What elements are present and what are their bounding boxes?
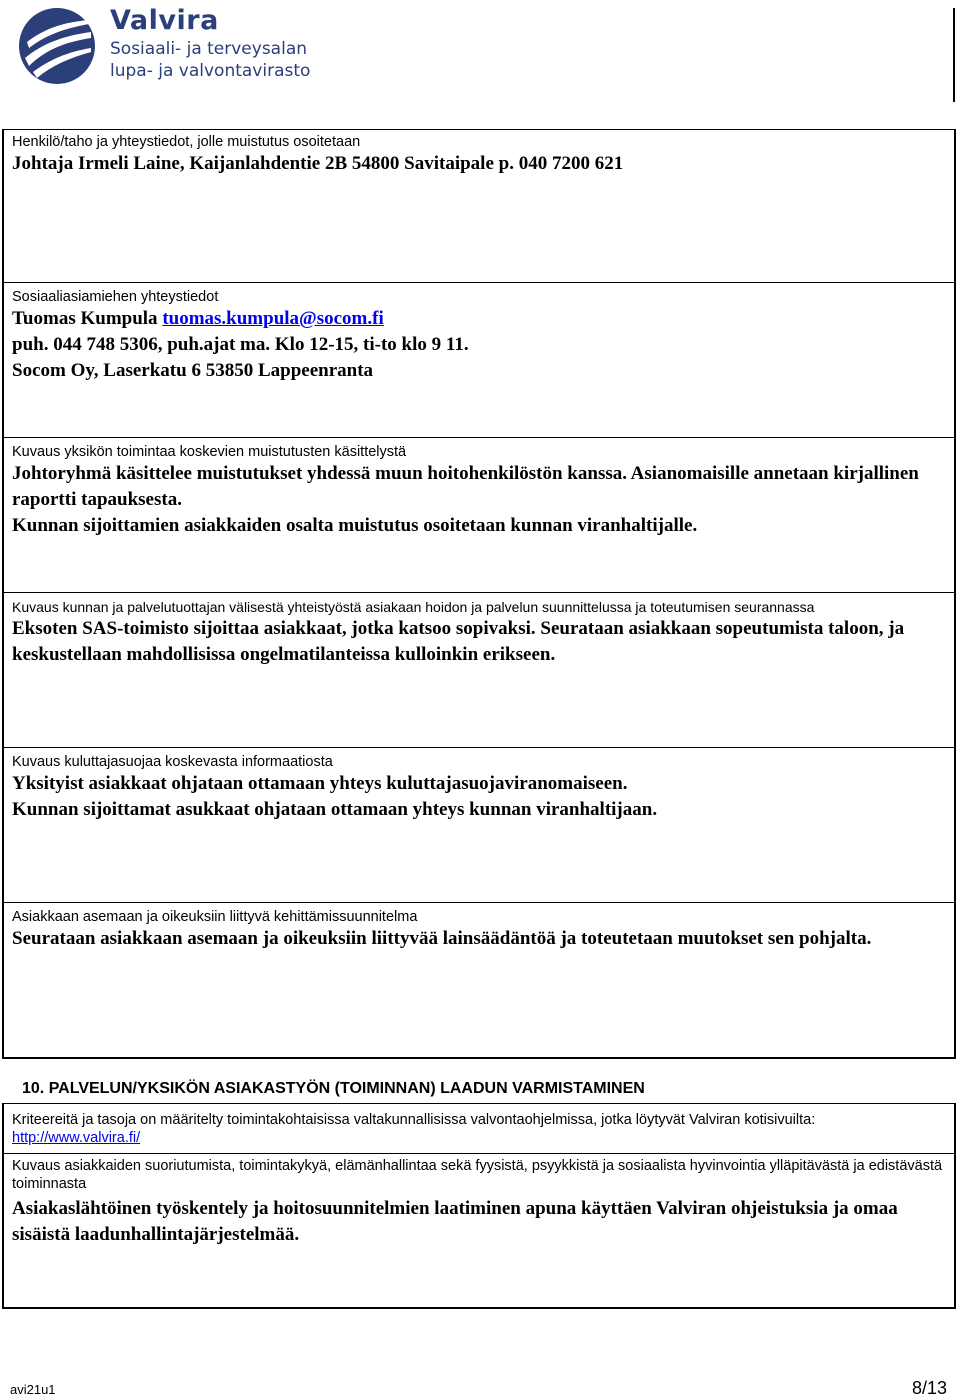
rights-label: Asiakkaan asemaan ja oikeuksiin liittyvä kehittämissuunnitelma xyxy=(12,909,418,925)
valvira-link[interactable]: http://www.valvira.fi/ xyxy=(12,1130,141,1146)
section-10-heading: 10. PALVELUN/YKSIKÖN ASIAKASTYÖN (TOIMINNAN) LAADUN VARMISTAMINEN xyxy=(22,1080,645,1097)
section-contact xyxy=(2,129,956,282)
ombudsman-name-line xyxy=(12,306,950,332)
org-subtitle-line1: Sosiaali- ja terveysalan xyxy=(110,39,308,59)
complaints-label: Kuvaus yksikön toimintaa koskevien muistutusten käsittelystä xyxy=(12,444,407,460)
ombudsman-label: Sosiaaliasiamiehen yhteystiedot xyxy=(12,289,219,305)
ombudsman-name: Tuomas Kumpula xyxy=(12,308,158,329)
org-name: Valvira xyxy=(110,5,219,36)
section-consumer xyxy=(2,747,956,902)
section-complaints xyxy=(2,437,956,592)
functioning-value: Asiakaslähtöinen työskentely ja hoitosuunnitelmien laatiminen apuna käyttäen Valviran ohjeistuksia ja omaa sisäistä laadunhallintajärjestelmää. xyxy=(12,1198,898,1245)
ombudsman-phone: puh. 044 748 5306, puh.ajat ma. Klo 12-15, ti-to klo 9 11. xyxy=(12,334,469,355)
ombudsman-email-link[interactable]: tuomas.kumpula@socom.fi xyxy=(162,308,384,329)
doc-code: avi21u1 xyxy=(10,1382,56,1397)
org-subtitle-line2: lupa- ja valvontavirasto xyxy=(110,61,311,81)
section-ombudsman xyxy=(2,282,956,437)
contact-label: Henkilö/taho ja yhteystiedot, jolle muistutus osoitetaan xyxy=(12,134,361,150)
functioning-label: Kuvaus asiakkaiden suoriutumista, toimintakykyä, elämänhallintaa sekä fyysistä, psyykkistä ja sosiaalista hyvinvointia ylläpitävästä ja edistävästä toiminnasta xyxy=(12,1158,943,1192)
complaints-value-2: Kunnan sijoittamien asiakkaiden osalta muistutus osoitetaan kunnan viranhaltijalle. xyxy=(12,515,698,536)
header-divider xyxy=(953,8,955,102)
consumer-value-1: Yksityist asiakkaat ohjataan ottamaan yhteys kuluttajasuojaviranomaiseen. xyxy=(12,773,628,794)
page-number: 8/13 xyxy=(911,1378,947,1398)
consumer-value-2: Kunnan sijoittamat asukkaat ohjataan ottamaan yhteys kunnan viranhaltijaan. xyxy=(12,799,658,820)
valvira-logo-icon xyxy=(17,6,97,86)
page-header xyxy=(0,0,960,105)
cooperation-label: Kuvaus kunnan ja palvelutuottajan välisestä yhteistyöstä asiakaan hoidon ja palvelun suunnittelussa ja toteutumisen seurannassa xyxy=(12,599,815,615)
section-10-functioning xyxy=(2,1153,956,1309)
brand-text xyxy=(110,4,310,82)
section-rights xyxy=(2,902,956,1057)
cooperation-value: Eksoten SAS-toimisto sijoittaa asiakkaat, jotka katsoo sopivaksi. Seurataan asiakkaan sopeutumista taloon, ja keskustellaan mahdollisissa ongelmatilanteissa kulloinkin erikseen. xyxy=(12,618,905,665)
ombudsman-address: Socom Oy, Laserkatu 6 53850 Lappeenranta xyxy=(12,360,374,381)
rights-value: Seurataan asiakkaan asemaan ja oikeuksiin liittyvää lainsäädäntöä ja toteutetaan muutokset sen pohjalta. xyxy=(12,928,872,949)
section-cooperation xyxy=(2,592,956,747)
section-10-criteria xyxy=(2,1103,956,1153)
complaints-value-1: Johtoryhmä käsittelee muistutukset yhdessä muun hoitohenkilöstön kanssa. Asianomaisille annetaan kirjallinen raportti tapauksesta. xyxy=(12,463,919,510)
consumer-label: Kuvaus kuluttajasuojaa koskevasta informaatiosta xyxy=(12,754,333,770)
contact-value: Johtaja Irmeli Laine, Kaijanlahdentie 2B 54800 Savitaipale p. 040 7200 621 xyxy=(12,153,624,174)
criteria-text: Kriteereitä ja tasoja on määritelty toimintakohtaisissa valtakunnallisissa valvontaohjelmissa, jotka löytyvät Valviran kotisivuilta: xyxy=(12,1112,816,1128)
